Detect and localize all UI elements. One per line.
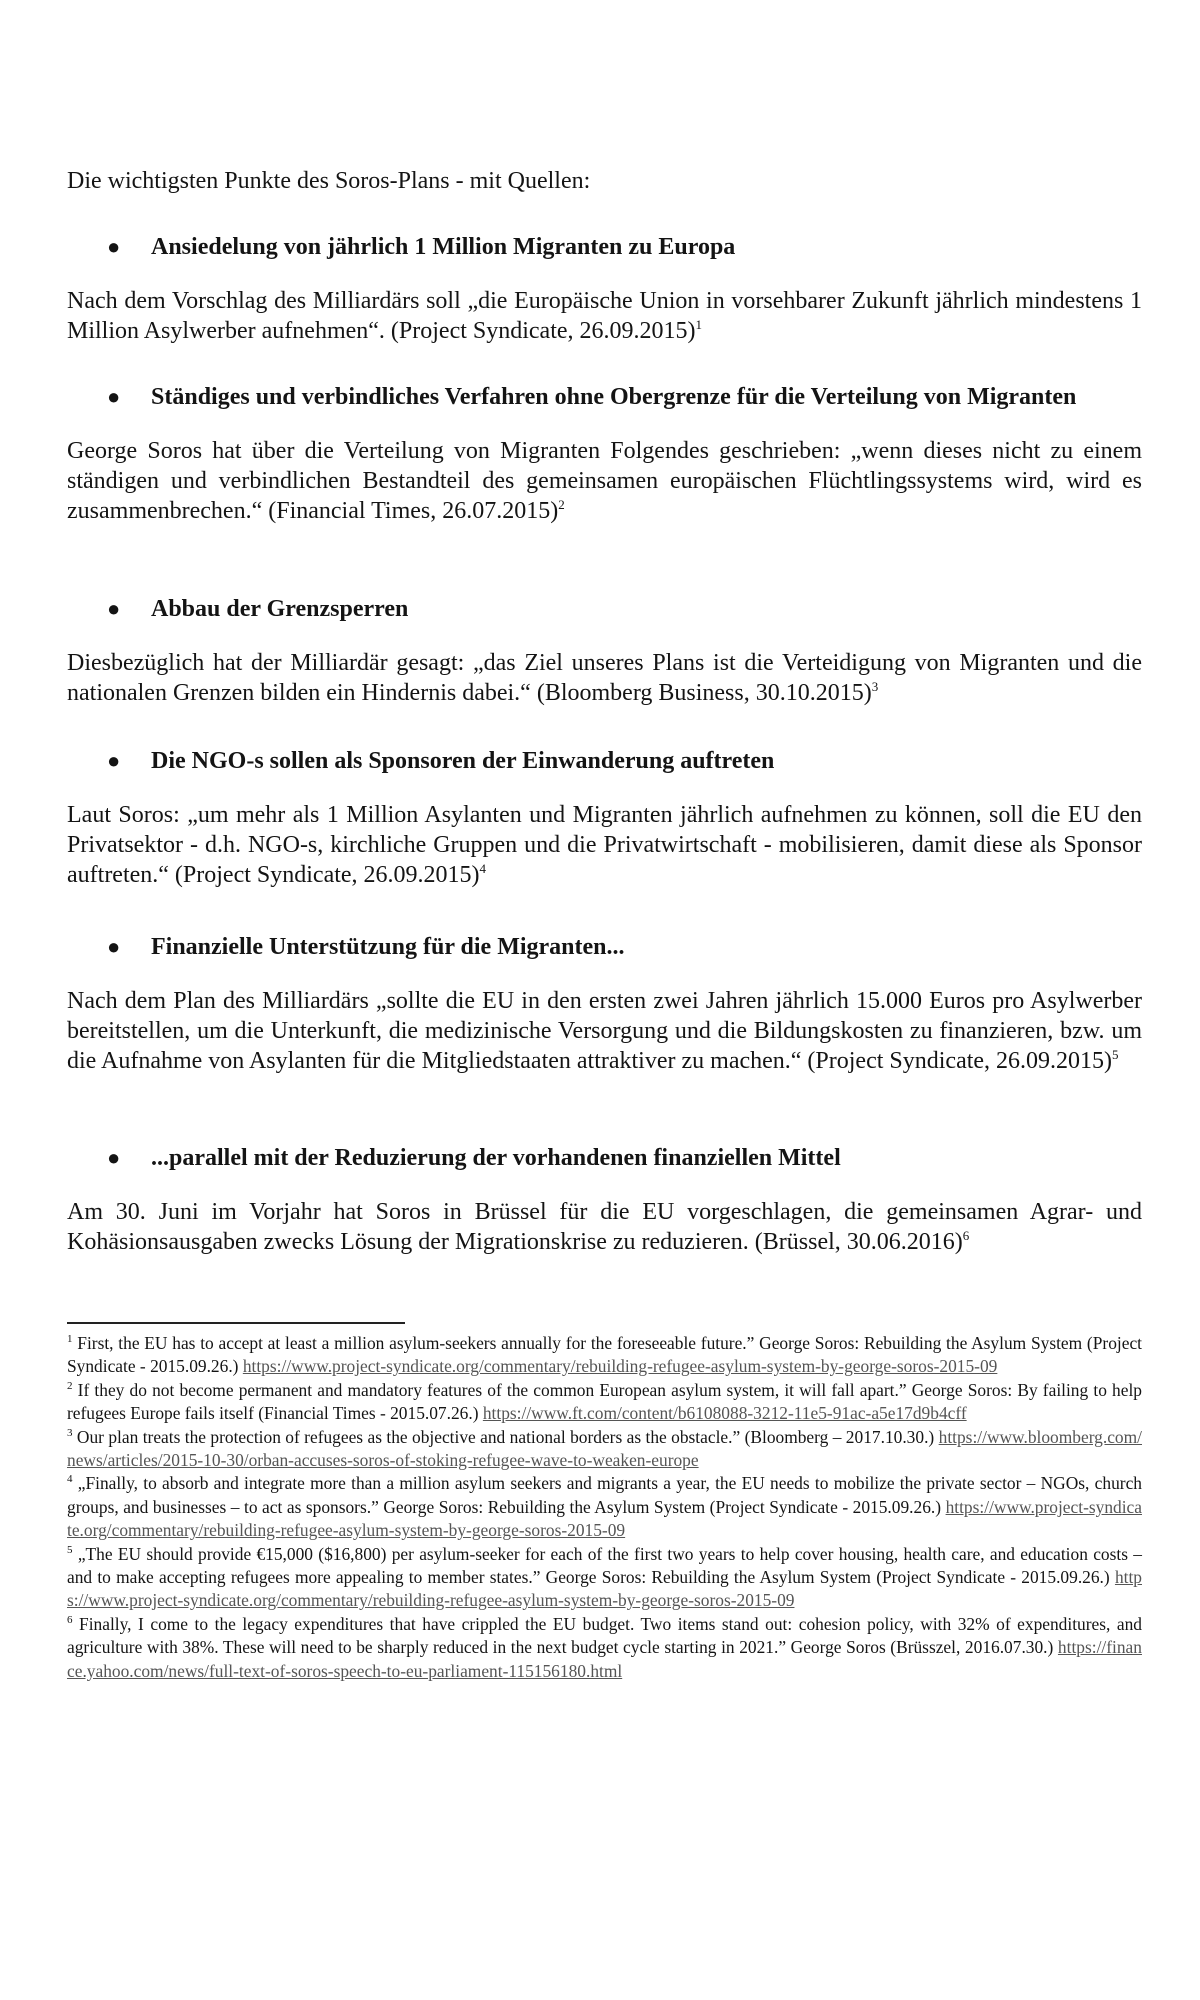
footnote-5 [67, 1543, 1142, 1613]
section-heading-text: Die NGO-s sollen als Sponsoren der Einwanderung auftreten [151, 748, 775, 774]
footnote-ref[interactable]: 5 [1112, 1047, 1119, 1062]
section-4 [67, 746, 1142, 890]
footnote-link[interactable]: https://www.project-syndicate.org/commentary/rebuilding-refugee-asylum-system-by-george-soros-2015-09 [242, 1356, 998, 1377]
section-paragraph-text: Laut Soros: „um mehr als 1 Million Asylanten und Migranten jährlich aufnehmen zu können, soll die EU den Privatsektor - d.h. NGO-s, kirchliche Gruppen und die Privatwirtschaft - mobilisieren, damit diese als Sponsor auftreten.“ (Project Syndicate, 26.09.2015) [67, 802, 1142, 888]
bullet-icon: ● [107, 1145, 121, 1170]
footnote-text: Our plan treats the protection of refugees as the objective and national borders as the obstacle.” (Bloomberg – 2017.10.30.) [76, 1426, 935, 1447]
footnote-text: First, the EU has to accept at least a million asylum-seekers annually for the foreseeable future.” George Soros: Rebuilding the Asylum System (Project Syndicate - 2015.09.26.) [67, 1333, 1142, 1377]
section-paragraph [67, 986, 1142, 1076]
footnote-link[interactable]: https://www.bloomberg.com/news/articles/2015-10-30/orban-accuses-soros-of-stoking-refugee-wave-to-weaken-europe [67, 1426, 1142, 1471]
section-paragraph-text: Am 30. Juni im Vorjahr hat Soros in Brüssel für die EU vorgeschlagen, die gemeinsamen Agrar- und Kohäsionsausgaben zwecks Lösung der Migrationskrise zu reduzieren. (Brüssel, 30.06.2016) [67, 1199, 1142, 1255]
section-heading [67, 594, 1142, 624]
footnote-6 [67, 1613, 1142, 1683]
section-paragraph-text: Nach dem Plan des Milliardärs „sollte die EU in den ersten zwei Jahren jährlich 15.000 Euros pro Asylwerber bereitstellen, um die Unterkunft, die medizinische Versorgung und die Bildungskosten zu finanzieren, bzw. um die Aufnahme von Asylanten für die Mitgliedstaaten attraktiver zu machen.“ (Project Syndicate, 26.09.2015) [67, 988, 1142, 1074]
footnotes [67, 1332, 1142, 1683]
footnote-ref[interactable]: 4 [479, 861, 487, 876]
bullet-icon: ● [107, 596, 121, 621]
footnote-link[interactable]: https://www.project-syndicate.org/commentary/rebuilding-refugee-asylum-system-by-george-soros-2015-09 [67, 1496, 1142, 1541]
section-paragraph [67, 286, 1142, 346]
footnote-number: 4 [67, 1473, 73, 1486]
footnote-number: 2 [67, 1380, 73, 1393]
bullet-icon: ● [107, 384, 121, 409]
footnote-ref[interactable]: 1 [695, 317, 703, 332]
section-heading-text: ...parallel mit der Reduzierung der vorhandenen finanziellen Mittel [151, 1145, 841, 1171]
footnote-text: Finally, I come to the legacy expenditures that have crippled the EU budget. Two items stand out: cohesion policy, with 32% of expenditures, and agriculture with 38%. These will need to be sharply reduced in the next budget cycle starting in 2021.” George Soros (Brüsszel, 2016.07.30.) [67, 1613, 1142, 1658]
section-paragraph [67, 800, 1142, 890]
bullet-icon: ● [107, 748, 121, 773]
footnote-1 [67, 1332, 1142, 1379]
footnote-text: „The EU should provide €15,000 ($16,800) per asylum-seeker for each of the first two years to help cover housing, health care, and education costs – and to make accepting refugees more appealing to member states.” George Soros: Rebuilding the Asylum System (Project Syndicate - 2015.09.26.) [67, 1543, 1142, 1588]
section-paragraph-text: Nach dem Vorschlag des Milliardärs soll „die Europäische Union in vorsehbarer Zukunft jährlich mindestens 1 Million Asylwerber aufnehmen“. (Project Syndicate, 26.09.2015) [67, 288, 1142, 344]
section-3 [67, 594, 1142, 708]
footnote-link[interactable]: https://finance.yahoo.com/news/full-text-of-soros-speech-to-eu-parliament-115156180.html [67, 1637, 1142, 1681]
section-paragraph [67, 436, 1142, 526]
section-2 [67, 382, 1142, 526]
section-heading [67, 746, 1142, 776]
footnote-number: 6 [67, 1614, 73, 1627]
footnote-separator [67, 1322, 405, 1324]
section-heading [67, 1143, 1142, 1173]
section-heading [67, 382, 1142, 412]
section-paragraph [67, 648, 1142, 708]
section-heading-text: Abbau der Grenzsperren [151, 596, 409, 622]
section-heading-text: Ständiges und verbindliches Verfahren ohne Obergrenze für die Verteilung von Migranten [151, 384, 1077, 410]
section-5 [67, 932, 1142, 1076]
footnote-2 [67, 1379, 1142, 1426]
footnote-link[interactable]: https://www.project-syndicate.org/commentary/rebuilding-refugee-asylum-system-by-george-soros-2015-09 [67, 1567, 1142, 1611]
section-heading-text: Finanzielle Unterstützung für die Migranten... [151, 934, 625, 960]
footnote-number: 3 [67, 1426, 73, 1439]
intro-line: Die wichtigsten Punkte des Soros-Plans - mit Quellen: [67, 168, 591, 194]
footnote-number: 1 [67, 1333, 73, 1346]
footnote-4 [67, 1472, 1142, 1542]
bullet-icon: ● [107, 234, 121, 259]
section-paragraph-text: Diesbezüglich hat der Milliardär gesagt: „das Ziel unseres Plans ist die Verteidigung von Migranten und die nationalen Grenzen bilden ein Hindernis dabei.“ (Bloomberg Business, 30.10.2015) [67, 650, 1142, 706]
footnote-ref[interactable]: 6 [962, 1228, 970, 1243]
footnote-ref[interactable]: 3 [871, 679, 879, 694]
section-1 [67, 232, 1142, 346]
section-paragraph-text: George Soros hat über die Verteilung von Migranten Folgendes geschrieben: „wenn dieses nicht zu einem ständigen und verbindlichen Bestandteil des gemeinsamen europäischen Flüchtlingssystems wird, wird es zusammenbrechen.“ (Financial Times, 26.07.2015) [67, 438, 1142, 524]
footnote-ref[interactable]: 2 [558, 497, 565, 512]
footnote-link[interactable]: https://www.ft.com/content/b6108088-3212-11e5-91ac-a5e17d9b4cff [482, 1403, 967, 1424]
footnote-3 [67, 1426, 1142, 1473]
footnote-text: „Finally, to absorb and integrate more than a million asylum seekers and migrants a year, the EU needs to mobilize the private sector – NGOs, church groups, and businesses – to act as sponsors.” George Soros: Rebuilding the Asylum System (Project Syndicate - 2015.09.26.) [67, 1473, 1142, 1517]
section-paragraph [67, 1197, 1142, 1257]
bullet-icon: ● [107, 934, 121, 959]
footnote-number: 5 [67, 1543, 73, 1556]
footnote-text: If they do not become permanent and mandatory features of the common European asylum system, it will fall apart.” George Soros: By failing to help refugees Europe fails itself (Financial Times - 2015.07.26.) [67, 1379, 1142, 1424]
section-heading [67, 932, 1142, 962]
section-heading [67, 232, 1142, 262]
section-6 [67, 1143, 1142, 1257]
section-heading-text: Ansiedelung von jährlich 1 Million Migranten zu Europa [151, 234, 736, 260]
